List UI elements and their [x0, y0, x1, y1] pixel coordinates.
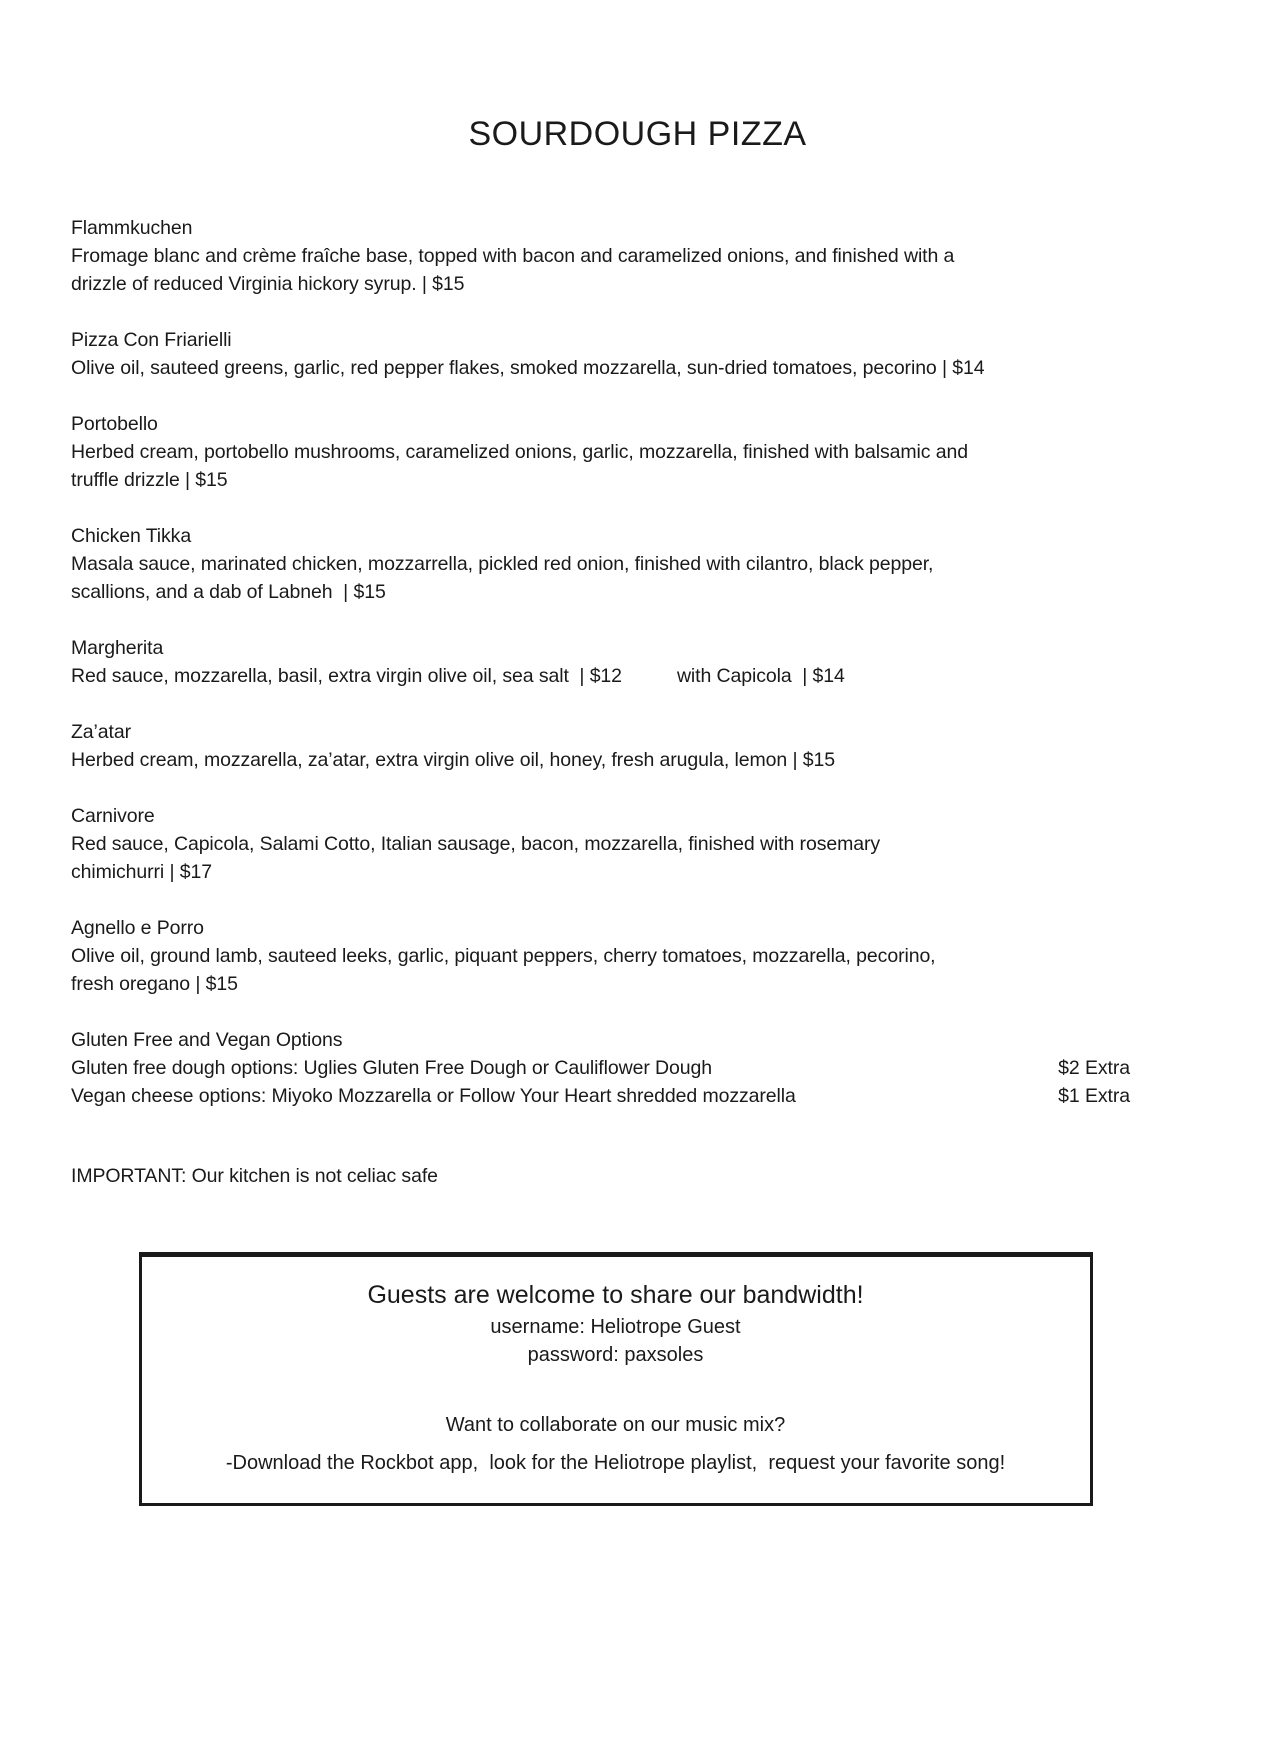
item-option-capicola: with Capicola | $14: [676, 665, 845, 687]
menu-item-carnivore: [71, 802, 1160, 886]
section-heading: Gluten Free and Vegan Options: [71, 1029, 343, 1051]
vegan-cheese-row: [71, 1082, 1130, 1110]
option-price: $1 Extra: [1058, 1085, 1130, 1107]
item-description: Red sauce, Capicola, Salami Cotto, Italian sausage, bacon, mozzarella, finished with rosemary chimichurri | $17: [71, 833, 881, 883]
celiac-notice: IMPORTANT: Our kitchen is not celiac safe: [71, 1165, 438, 1187]
item-description: Masala sauce, marinated chicken, mozzarrella, pickled red onion, finished with cilantro, black pepper, scallions, and a dab of Labneh | $15: [71, 553, 934, 603]
item-description: Olive oil, ground lamb, sauteed leeks, garlic, piquant peppers, cherry tomatoes, mozzarella, pecorino, fresh oregano | $15: [71, 945, 936, 995]
option-price: $2 Extra: [1058, 1057, 1130, 1079]
item-name: Carnivore: [71, 805, 155, 827]
item-name: Za’atar: [71, 721, 131, 743]
page-title: SOURDOUGH PIZZA: [468, 115, 807, 153]
item-description: Olive oil, sauteed greens, garlic, red pepper flakes, smoked mozzarella, sun-dried tomatoes, pecorino | $14: [71, 357, 985, 379]
gluten-free-dough-row: [71, 1054, 1130, 1082]
option-text: Vegan cheese options: Miyoko Mozzarella or Follow Your Heart shredded mozzarella: [71, 1085, 796, 1107]
menu-content: [0, 214, 1275, 1506]
wifi-password: password: paxsoles: [527, 1344, 704, 1366]
menu-item-chicken-tikka: [71, 522, 1160, 606]
menu-item-agnello-e-porro: [71, 914, 1160, 998]
menu-item-zaatar: [71, 718, 1160, 774]
item-description-base: Red sauce, mozzarella, basil, extra virgin olive oil, sea salt | $12: [71, 665, 622, 687]
item-description: Herbed cream, portobello mushrooms, caramelized onions, garlic, mozzarella, finished with balsamic and truffle drizzle | $15: [71, 441, 968, 491]
option-text: Gluten free dough options: Uglies Gluten Free Dough or Cauliflower Dough: [71, 1057, 713, 1079]
menu-item-portobello: [71, 410, 1160, 494]
gluten-free-vegan-section: [71, 1026, 1160, 1110]
item-name: Margherita: [71, 637, 164, 659]
wifi-username: username: Heliotrope Guest: [490, 1316, 741, 1338]
item-description: Fromage blanc and crème fraîche base, topped with bacon and caramelized onions, and finished with a drizzle of reduced Virginia hickory syrup. | $15: [71, 245, 955, 295]
item-name: Chicken Tikka: [71, 525, 192, 547]
item-name: Pizza Con Friarielli: [71, 329, 232, 351]
wifi-heading: Guests are welcome to share our bandwidth!: [367, 1281, 864, 1309]
item-name: Flammkuchen: [71, 217, 193, 239]
menu-item-margherita: [71, 634, 1160, 690]
music-question: Want to collaborate on our music mix?: [445, 1414, 786, 1436]
item-name: Portobello: [71, 413, 158, 435]
item-name: Agnello e Porro: [71, 917, 204, 939]
menu-item-flammkuchen: [71, 214, 1160, 298]
menu-item-pizza-con-friarielli: [71, 326, 1160, 382]
music-instructions: -Download the Rockbot app, look for the Heliotrope playlist, request your favorite song!: [225, 1452, 1006, 1474]
wifi-info-box: [139, 1252, 1093, 1506]
item-description: Herbed cream, mozzarella, za’atar, extra virgin olive oil, honey, fresh arugula, lemon | $15: [71, 749, 835, 771]
item-description: [71, 662, 1160, 690]
